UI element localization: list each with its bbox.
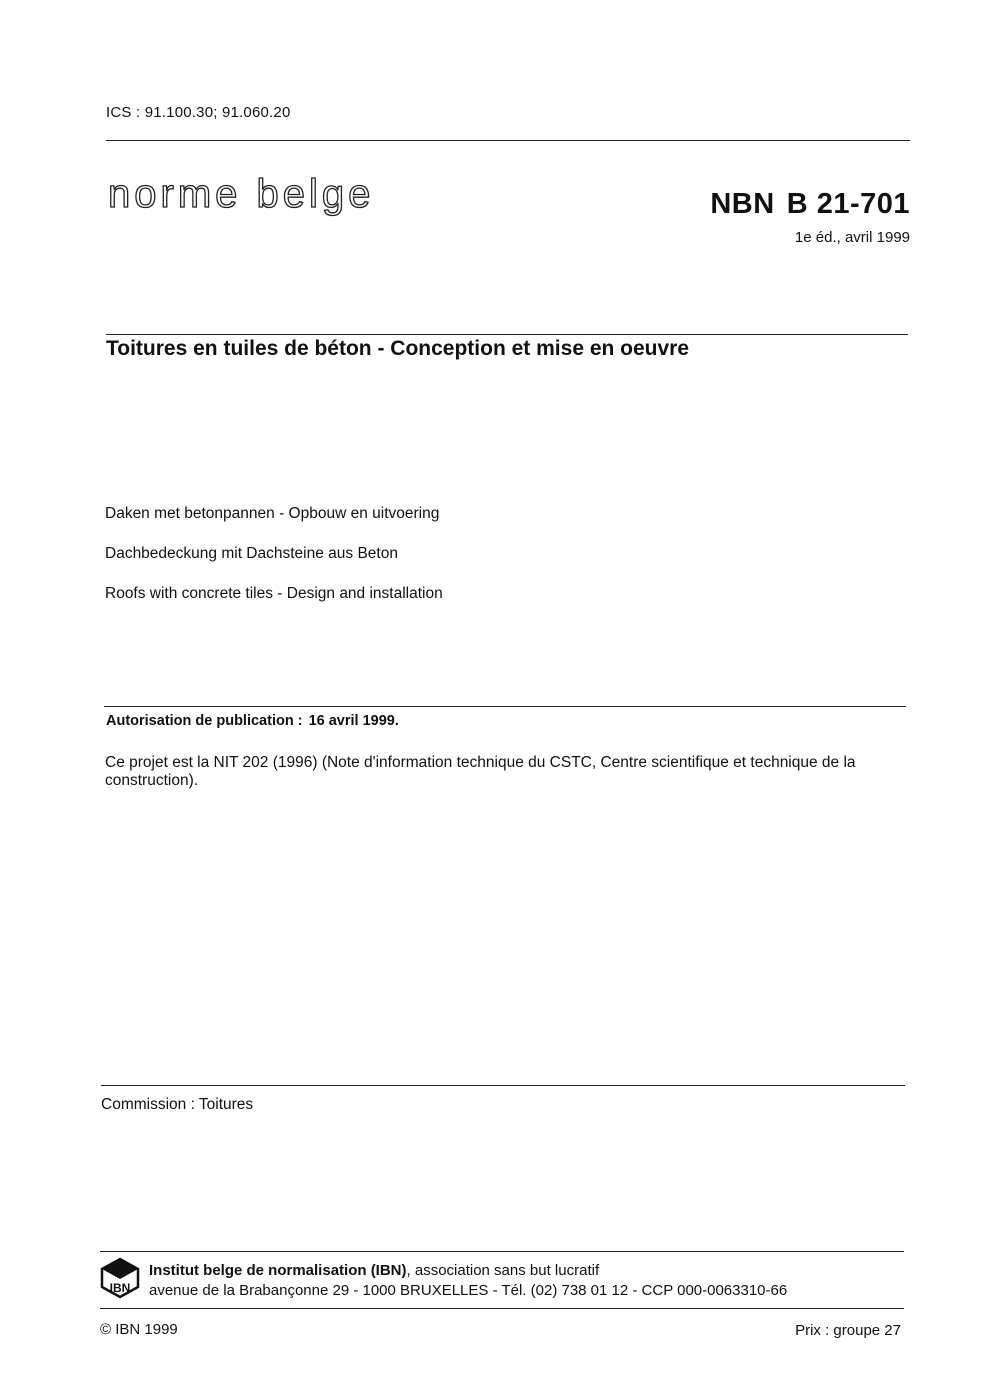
authorization-divider [104,706,906,707]
project-note: Ce projet est la NIT 202 (1996) (Note d'information technique du CSTC, Centre scientifique et technique de la construction). [105,754,856,789]
title-divider [106,334,908,335]
authorization-label: Autorisation de publication : [106,713,303,729]
nbn-prefix: NBN [710,188,775,220]
top-divider [106,140,910,141]
alt-title-dutch: Daken met betonpannen - Opbouw en uitvoering [105,505,440,522]
ics-code: ICS : 91.100.30; 91.060.20 [106,104,291,121]
authorization-date: 16 avril 1999. [308,713,399,729]
commission-label: Commission : Toitures [101,1096,254,1113]
price-group: Prix : groupe 27 [795,1322,901,1339]
document-title: Toitures en tuiles de béton - Conception et mise en oeuvre [106,337,690,360]
bottom-divider [100,1308,904,1309]
ibn-logo-icon [99,1257,141,1299]
institute-line [149,1262,599,1279]
footer-divider [100,1251,904,1252]
publication-authorization [106,713,399,729]
commission-divider [101,1085,905,1086]
standard-number [710,188,910,221]
brand-logotype: norme belge [108,172,375,216]
edition-date: 1e éd., avril 1999 [794,229,910,246]
alt-title-german: Dachbedeckung mit Dachsteine aus Beton [105,545,398,562]
institute-address: avenue de la Brabançonne 29 - 1000 BRUXELLES - Tél. (02) 738 01 12 - CCP 000-0063310-66 [149,1282,788,1299]
nbn-number: B 21-701 [786,188,910,220]
copyright: © IBN 1999 [100,1321,178,1338]
alt-title-english: Roofs with concrete tiles - Design and installation [105,585,443,602]
ibn-logo-letters: IBN [109,1281,131,1295]
institute-name: Institut belge de normalisation (IBN) [149,1262,407,1279]
institute-suffix: , association sans but lucratif [406,1262,600,1279]
